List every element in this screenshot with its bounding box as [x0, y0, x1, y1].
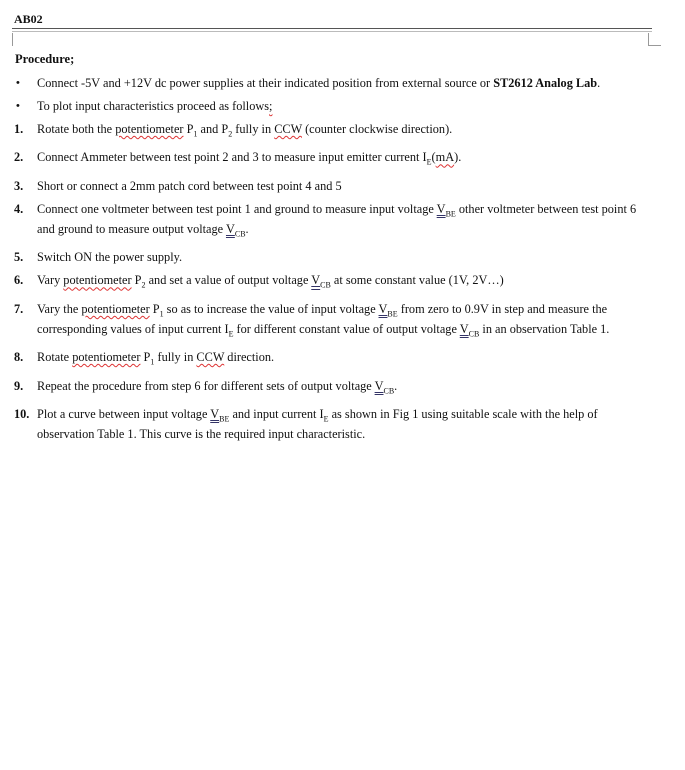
step-number: 8.	[14, 350, 24, 365]
step-number: 3.	[14, 178, 24, 193]
step-item: 5. Switch ON the power supply.	[14, 250, 183, 265]
step-item: 9. Repeat the procedure from step 6 for different sets of output voltage $V_{CB}$.	[14, 378, 398, 396]
step-number: 2.	[14, 150, 24, 165]
header-rule-bottom	[12, 31, 652, 32]
step-item: 10. Plot a curve between input voltage $V_{BE}$ and input current $I_E$ as shown in Fig 1 using suitable scale with the help of observation Table 1. This curve is the required input characteristic.	[14, 407, 598, 442]
step-number: 9.	[14, 378, 24, 393]
step-item: 8. Rotate potentiometer $P_1$ fully in CCW direction.	[14, 350, 275, 367]
step-item: 6. Vary potentiometer $P_2$ and set a value of output voltage $V_{CB}$ at some constant value (1V, 2V…)	[14, 273, 504, 290]
procedure-list	[0, 76, 685, 450]
step-item: 7. Vary the potentiometer $P_1$ so as to increase the value of input voltage $V_{BE}$ from zero to 0.9V in step and measure the corresponding values of input current $I_E$ for different constant value of output voltage $V_{CB}$ in an observation Table 1.	[14, 301, 610, 339]
margin-corner-right	[648, 33, 661, 46]
step-item: 2. Connect Ammeter between test point 2 and 3 to measure input emitter current $I_E(mA)$.	[14, 150, 462, 167]
step-item: 3. Short or connect a 2mm patch cord between test point 4 and 5	[14, 178, 342, 193]
procedure-heading: Procedure;	[15, 52, 75, 66]
header-rule-top	[12, 28, 652, 29]
bullet-marker: •	[16, 77, 20, 89]
bullet-marker: •	[16, 100, 20, 112]
step-item: 1. Rotate both the potentiometer $P_1$ and $P_2$ fully in CCW (counter clockwise direction).	[14, 122, 453, 139]
margin-corner-left	[12, 33, 13, 46]
header-label: AB02	[14, 12, 43, 26]
step-item: 4. Connect one voltmeter between test point 1 and ground to measure input voltage $V_{BE}$ other voltmeter between test point 6 and ground to measure output voltage $V_{CB}$.	[14, 201, 637, 239]
step-number: 7.	[14, 301, 24, 316]
step-number: 4.	[14, 201, 24, 216]
step-item: • To plot input characteristics proceed as follows;	[16, 99, 273, 113]
step-number: 10.	[14, 407, 30, 422]
step-number: 5.	[14, 250, 24, 265]
step-number: 6.	[14, 273, 24, 288]
step-item: • Connect -5V and +12V dc power supplies at their indicated position from external source or ST2612 Analog Lab.	[16, 76, 601, 90]
step-number: 1.	[14, 122, 24, 136]
